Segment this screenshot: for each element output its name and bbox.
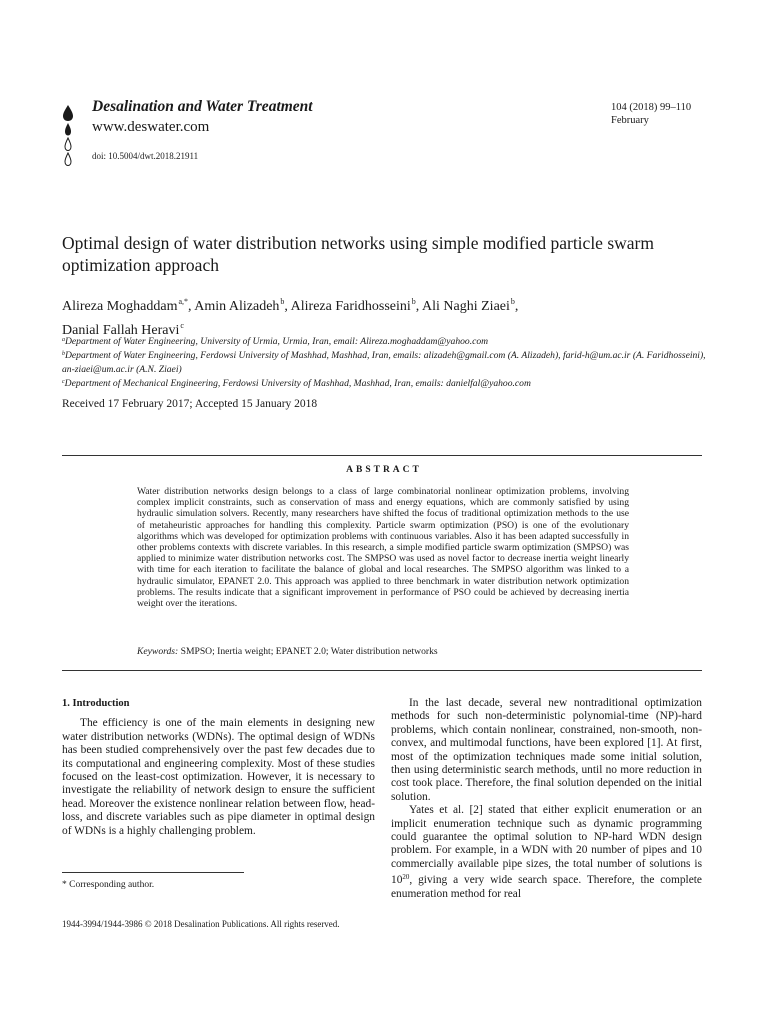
abstract-text: Water distribution networks design belongs to a class of large combinatorial nonlinear optimization problems, involving complex implicit constraints, such as conservation of mass and energy equations, which are commonly satisfied by using hydraulic simulation solvers. Recently, many researchers have shifted the focus of traditional optimization methods to the use of metaheuristic approaches for handling this complexity. Particle swarm optimization (PSO) is one of the evolutionary algorithms which was developed for optimization problems with continuous variables. Also it has been adapted successfully in other problems contexts with discrete variables. In this research, a simple modified particle swarm optimization (SMPSO) was applied to minimize water distribution networks cost. The SMPSO was used as novel factor to decrease inertia weight linearly with time for each iteration to facilitate the balance of global and local researches. The SMPSO algorithm was linked to a hydraulic simulator, EPANET 2.0. This approach was applied to three benchmark in water distribution network optimization problems. The results indicate that a significant improvement in performance of PSO could be achieved by decreasing inertia weight over the iterations. [137, 486, 629, 610]
body-paragraph-text: Yates et al. [2] stated that either explicit enumeration or an implicit enumeration technique such as dynamic programming could guarantee the optimal solution to NP-hard WDN design problem. For example, in a WDN with 20 number of pipes and 10 commercially available pipe sizes, the total number of solutions is 10 [391, 804, 702, 887]
body-paragraph: The efficiency is one of the main elements in designing new water distribution networks (WDNs). The optimal design of WDNs has been studied comprehensively over the past few decades due to its computational and engineering complexity. Most of these studies focused on the least-cost optimization. However, it is necessary to investigate the reliability of network design to ensure the sufficient head. Moreover the existence nonlinear relation between flow, head-loss, and discrete variables such as pipe diameter in optimal design of WDNs is a highly challenging problem. [62, 717, 375, 837]
body-paragraph-text: , giving a very wide search space. Therefore, the complete enumeration method for real [391, 874, 702, 900]
affiliation-item [62, 348, 712, 376]
section-heading-introduction: 1. Introduction [62, 698, 130, 709]
exponent: 20 [402, 873, 410, 882]
author-name: Ali Naghi Ziaei [422, 299, 510, 314]
author-affiliation-mark: b [280, 297, 285, 306]
journal-url-link[interactable]: www.deswater.com [92, 119, 210, 135]
author-affiliation-mark: b [411, 297, 416, 306]
received-dates: Received 17 February 2017; Accepted 15 January 2018 [62, 398, 318, 410]
footnote-rule [62, 872, 244, 873]
author-separator: , [188, 299, 195, 314]
corresponding-author-footnote: * Corresponding author. [62, 880, 155, 890]
abstract-heading: ABSTRACT [346, 465, 422, 475]
author-separator: , [284, 299, 291, 314]
author-list [62, 292, 712, 340]
abstract-bottom-rule [62, 670, 702, 671]
author-separator: , [514, 299, 519, 314]
journal-logo-drops-icon [61, 104, 75, 170]
body-column-left [62, 697, 375, 838]
affiliation-item [62, 334, 712, 348]
author-separator: , [415, 299, 423, 314]
body-paragraph: In the last decade, several new nontraditional optimization methods for such non-deterministic polynomial-time (NP)-hard problems, which contain nonlinear, constrained, non-smooth, non-convex, and multimodal functions, have been explored [1]. At first, most of the optimization techniques made some initial solution, then using deterministic search methods, until no more reduction in cost took place. Therefore, the final solution depended on the initial solution. [391, 697, 702, 803]
journal-title: Desalination and Water Treatment [92, 98, 313, 115]
issue-month: February [611, 115, 649, 126]
keywords-label: Keywords: [137, 646, 179, 657]
affiliation-mark: c [62, 379, 65, 386]
author-name: Alireza Moghaddam [62, 299, 178, 314]
volume-pages: 104 (2018) 99–110 [611, 102, 692, 113]
affiliation-mark: a [62, 337, 65, 343]
body-paragraph [391, 804, 702, 901]
issue-meta [611, 101, 691, 127]
author-name: Danial Fallah Heravi [62, 323, 180, 338]
author-name: Amin Alizadeh [194, 299, 280, 314]
author-affiliation-mark: c [180, 321, 184, 330]
affiliation-item [62, 376, 712, 390]
abstract-top-rule [62, 455, 702, 456]
affiliation-text: Department of Water Engineering, University of Urmia, Urmia, Iran, email: Alireza.moghaddam@yahoo.com [65, 336, 489, 347]
body-column-right [391, 697, 702, 901]
article-title: Optimal design of water distribution networks using simple modified particle swarm optimization approach [62, 233, 654, 275]
keywords [137, 646, 629, 657]
affiliation-text: Department of Mechanical Engineering, Ferdowsi University of Mashhad, Mashhad, Iran, emails: danielfal@yahoo.com [64, 378, 531, 390]
author-affiliation-mark: b [510, 297, 515, 306]
affiliation-mark: b [62, 351, 65, 358]
author-affiliation-mark: a,* [178, 297, 189, 306]
doi-text: doi: 10.5004/dwt.2018.21911 [92, 151, 199, 161]
affiliations [62, 334, 712, 391]
affiliation-text: Department of Water Engineering, Ferdowsi University of Mashhad, Mashhad, Iran, emails: alizadeh@gmail.com (A. Alizadeh), farid-h@um.ac.ir (A. Faridhosseini), an-ziaei@um.ac.ir (A.N. Ziaei) [62, 350, 706, 375]
keywords-list: SMPSO; Inertia weight; EPANET 2.0; Water distribution networks [180, 646, 438, 657]
copyright-line: 1944-3994/1944-3986 © 2018 Desalination Publications. All rights reserved. [62, 919, 340, 929]
author-name: Alireza Faridhosseini [290, 299, 411, 314]
